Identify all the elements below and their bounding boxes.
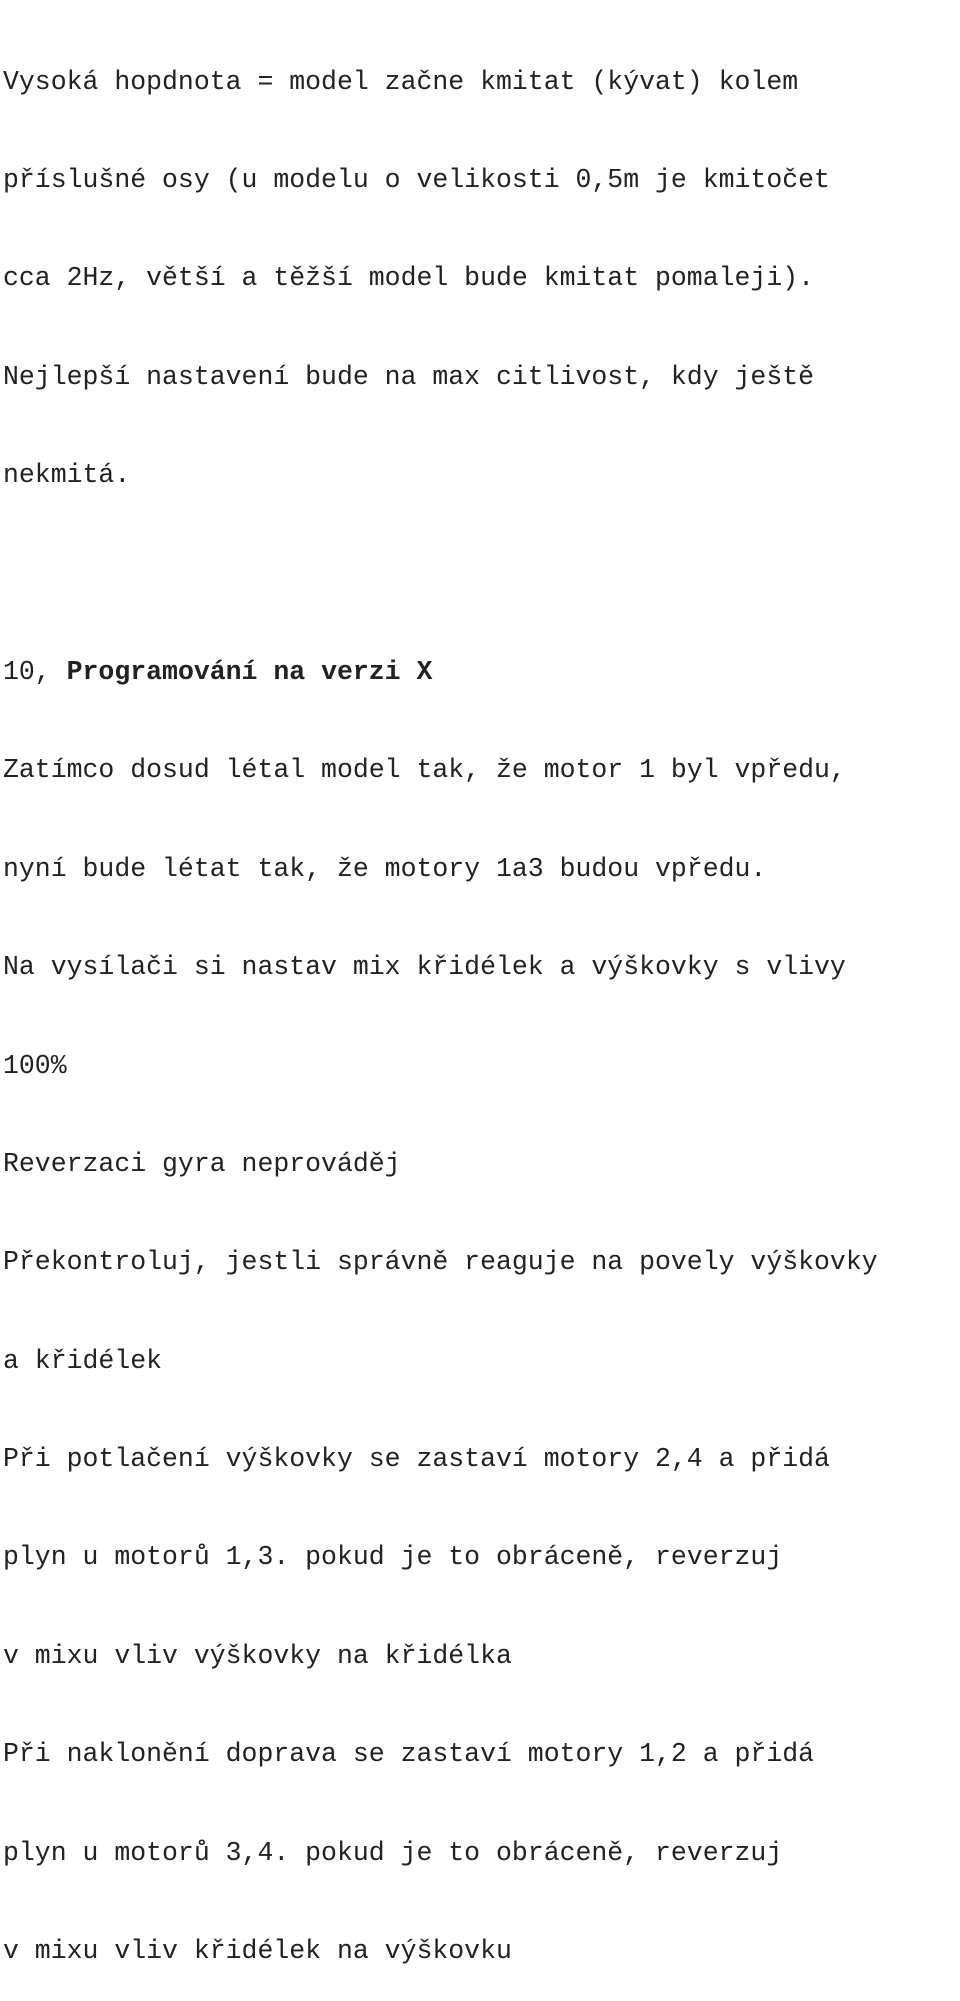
- text-line: 100%: [3, 1050, 67, 1081]
- text-line: příslušné osy (u modelu o velikosti 0,5m je kmitočet: [3, 164, 830, 195]
- paragraph-gap: [3, 558, 958, 591]
- text-line: Při potlačení výškovky se zastaví motory 2,4 a přidá: [3, 1444, 830, 1475]
- section-heading: [3, 656, 958, 689]
- text-line: Reverzaci gyra neprováděj: [3, 1148, 401, 1179]
- text-line: Vysoká hopdnota = model začne kmitat (kývat) kolem: [3, 66, 799, 97]
- text-line: v mixu vliv výškovky na křidélka: [3, 1640, 512, 1671]
- text-line: cca 2Hz, větší a těžší model bude kmitat pomaleji).: [3, 263, 815, 294]
- text-line: Na vysílači si nastav mix křidélek a výškovky s vlivy: [3, 952, 846, 983]
- text-line: Při naklonění doprava se zastaví motory 1,2 a přidá: [3, 1739, 815, 1770]
- section-number: 10,: [3, 656, 51, 687]
- text-line: v mixu vliv křidélek na výškovku: [3, 1936, 512, 1967]
- text-line: Zatímco dosud létal model tak, že motor 1 byl vpředu,: [3, 755, 846, 786]
- text-line: nekmitá.: [3, 460, 131, 491]
- text-line: a křidélek: [3, 1345, 163, 1376]
- text-line: plyn u motorů 1,3. pokud je to obráceně, reverzuj: [3, 1542, 783, 1573]
- text-line: Nejlepší nastavení bude na max citlivost, kdy ještě: [3, 361, 815, 392]
- text-line: plyn u motorů 3,4. pokud je to obráceně, reverzuj: [3, 1837, 783, 1868]
- section-title: Programování na verzi X: [66, 656, 433, 687]
- text-line: Překontroluj, jestli správně reaguje na povely výškovky: [3, 1247, 878, 1278]
- document-body: [3, 0, 958, 2001]
- text-line: nyní bude létat tak, že motory 1a3 budou vpředu.: [3, 853, 767, 884]
